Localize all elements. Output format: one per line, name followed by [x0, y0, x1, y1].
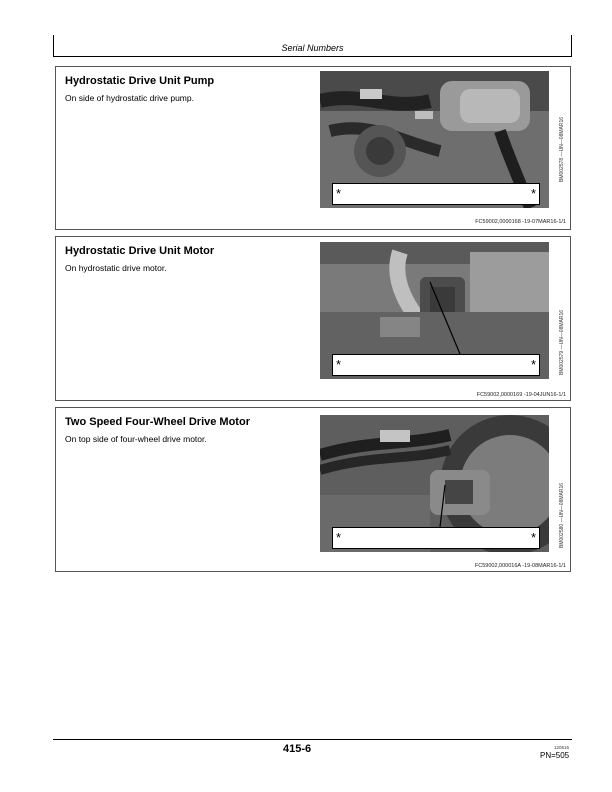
photo-id: BM002579 —UN—08MAR16	[559, 309, 565, 375]
panel-motor	[55, 236, 571, 401]
footer-code: 120516	[554, 745, 570, 750]
page-number: 415-6	[283, 743, 312, 755]
panel-title: Hydrostatic Drive Unit Motor	[65, 245, 215, 257]
star-right: *	[530, 357, 536, 372]
footer-rule	[53, 739, 572, 740]
panel-text: On hydrostatic drive motor.	[65, 263, 167, 273]
running-head: Serial Numbers	[281, 43, 344, 53]
star-left: *	[336, 357, 342, 372]
panel-title: Two Speed Four-Wheel Drive Motor	[65, 416, 250, 428]
reference-code: FC59002,0000168 -19-07MAR16-1/1	[475, 219, 566, 225]
serial-number-plate	[332, 527, 540, 549]
serial-number-plate	[332, 354, 540, 376]
star-left: *	[336, 186, 342, 201]
star-left: *	[336, 530, 342, 545]
panel-title: Hydrostatic Drive Unit Pump	[65, 75, 215, 87]
photo-pump	[320, 71, 549, 208]
pn-number: PN=505	[540, 751, 570, 760]
reference-code: FC59002,000016A -19-08MAR16-1/1	[474, 563, 566, 569]
star-right: *	[530, 186, 536, 201]
star-right: *	[530, 530, 536, 545]
reference-code: FC59002,0000169 -19-04JUN16-1/1	[476, 392, 566, 398]
photo-motor	[320, 242, 549, 379]
photo-4wd-motor	[320, 415, 549, 552]
panel-text: On top side of four-wheel drive motor.	[65, 434, 207, 444]
panel-text: On side of hydrostatic drive pump.	[65, 93, 194, 103]
photo-id: BM002578 —UN—08MAR16	[559, 116, 565, 182]
panel-pump	[55, 66, 571, 230]
photo-id: BM002580 —UN—08MAR16	[559, 482, 565, 548]
header-rule-bottom	[53, 56, 572, 57]
panel-4wd-motor	[55, 407, 571, 572]
serial-number-plate	[332, 183, 540, 205]
